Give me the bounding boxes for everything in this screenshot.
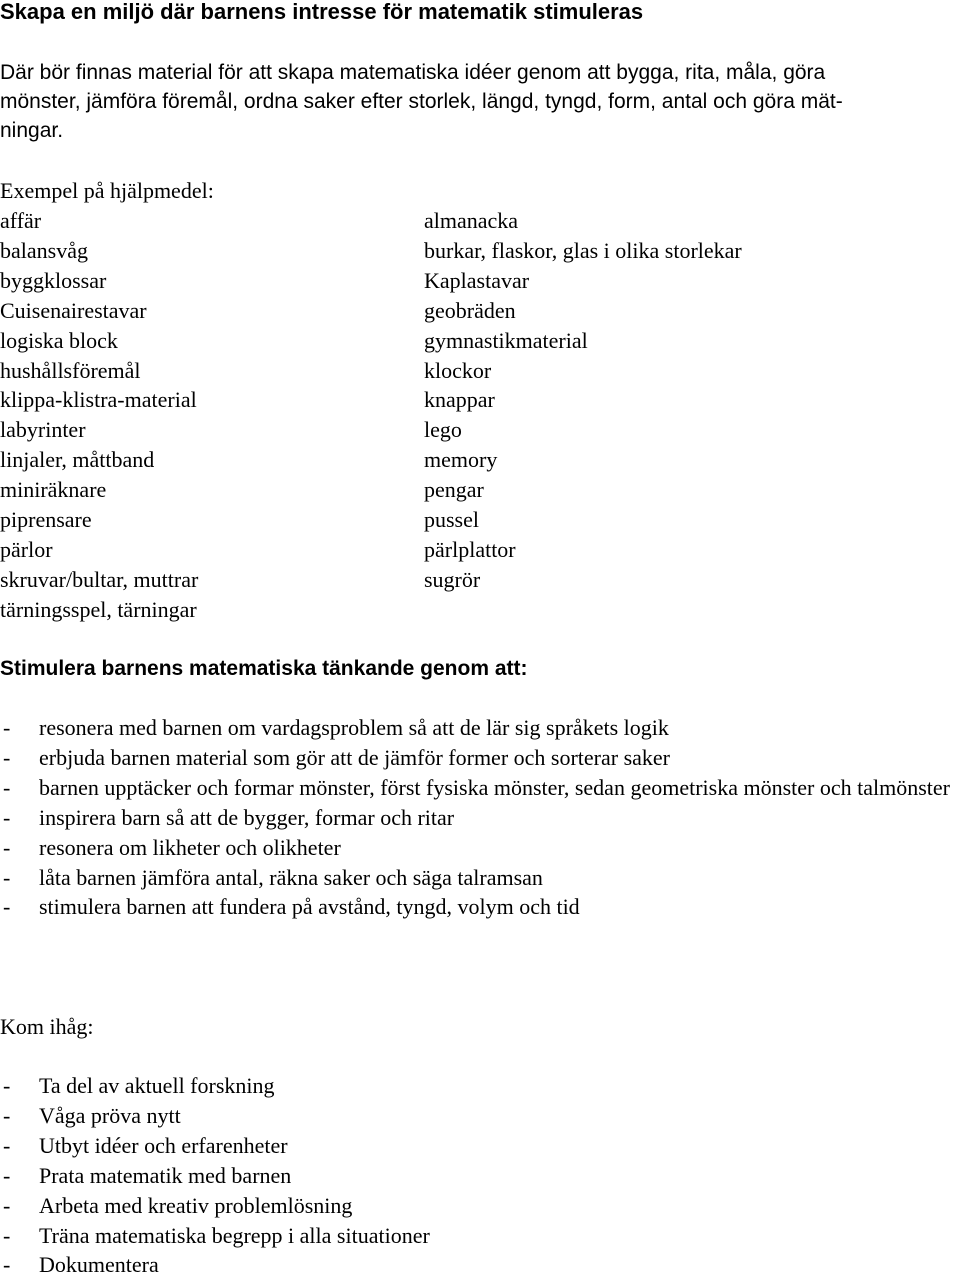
aids-list-left: [0, 206, 198, 625]
stimulate-list: [0, 713, 958, 922]
intro-line: ningar.: [0, 119, 64, 142]
list-item: [0, 743, 958, 773]
list-item: [0, 713, 958, 743]
list-item: [0, 1221, 958, 1251]
dash-marker: -: [3, 1102, 11, 1128]
list-item: miniräknare: [0, 477, 107, 503]
list-item: skruvar/bultar, muttrar: [0, 566, 199, 592]
list-item: geobräden: [424, 297, 516, 323]
list-item: linjaler, måttband: [0, 447, 155, 473]
list-item: hushållsföremål: [0, 357, 141, 383]
list-item: [0, 1101, 958, 1131]
list-item: [0, 1131, 958, 1161]
list-item: pärlor: [0, 536, 53, 562]
dash-marker: -: [3, 834, 11, 860]
list-item-text: Våga pröva nytt: [39, 1102, 181, 1128]
intro-paragraph: [0, 58, 955, 145]
list-item: pengar: [424, 477, 484, 503]
dash-marker: -: [3, 774, 11, 800]
list-item-text: barnen upptäcker och formar mönster, först fysiska mönster, sedan geometriska mönster och talmönster: [39, 774, 950, 800]
list-item-text: erbjuda barnen material som gör att de jämför former och sorterar saker: [39, 744, 671, 770]
list-item-text: låta barnen jämföra antal, räkna saker och säga talramsan: [39, 864, 543, 890]
list-item: affär: [0, 208, 42, 233]
list-item: klippa-klistra-material: [0, 387, 197, 413]
list-item: lego: [424, 417, 462, 443]
dash-marker: -: [3, 1162, 11, 1188]
list-item: labyrinter: [0, 417, 86, 443]
examples-label: Exempel på hjälpmedel:: [0, 178, 214, 203]
dash-marker: -: [3, 744, 11, 770]
list-item: tärningsspel, tärningar: [0, 596, 197, 622]
list-item: [0, 863, 958, 893]
dash-marker: -: [3, 1192, 11, 1218]
list-item: Cuisenairestavar: [0, 297, 147, 323]
dash-marker: -: [3, 1132, 11, 1158]
list-item: pussel: [424, 507, 479, 533]
list-item: [0, 833, 958, 863]
list-item: logiska block: [0, 327, 118, 353]
list-item-text: Dokumentera: [39, 1252, 159, 1278]
main-heading: Skapa en miljö där barnens intresse för matematik stimuleras: [0, 0, 644, 24]
list-item-text: stimulera barnen att fundera på avstånd, tyngd, volym och tid: [39, 894, 580, 920]
list-item-text: Ta del av aktuell forskning: [39, 1073, 275, 1098]
remember-label: Kom ihåg:: [0, 1014, 94, 1039]
aids-list-right: [424, 206, 742, 595]
list-item: [0, 1191, 958, 1221]
list-item-text: Träna matematiska begrepp i alla situationer: [39, 1222, 430, 1248]
list-item: almanacka: [424, 208, 519, 233]
intro-line: mönster, jämföra föremål, ordna saker efter storlek, längd, tyngd, form, antal och göra mät-: [0, 90, 843, 113]
dash-marker: -: [3, 1222, 11, 1248]
list-item: [0, 803, 958, 833]
list-item: [0, 773, 958, 803]
dash-marker: -: [3, 894, 11, 920]
dash-marker: -: [3, 864, 11, 890]
list-item: byggklossar: [0, 267, 107, 293]
stimulate-heading: Stimulera barnens matematiska tänkande genom att:: [0, 657, 528, 680]
dash-marker: -: [3, 1073, 11, 1098]
list-item: piprensare: [0, 507, 92, 533]
list-item: [0, 1161, 958, 1191]
dash-marker: -: [3, 804, 11, 830]
list-item-text: Arbeta med kreativ problemlösning: [39, 1192, 353, 1218]
list-item-text: Prata matematik med barnen: [39, 1162, 292, 1188]
intro-line: Där bör finnas material för att skapa matematiska idéer genom att bygga, rita, måla, göra: [0, 61, 826, 84]
list-item: sugrör: [424, 566, 481, 592]
list-item: klockor: [424, 357, 492, 383]
list-item: pärlplattor: [424, 536, 516, 562]
list-item: knappar: [424, 387, 495, 413]
list-item: gymnastikmaterial: [424, 327, 588, 353]
list-item-text: resonera om likheter och olikheter: [39, 834, 341, 860]
list-item: Kaplastavar: [424, 267, 530, 293]
list-item: [0, 1071, 958, 1101]
list-item: memory: [424, 447, 498, 473]
list-item-text: inspirera barn så att de bygger, formar och ritar: [39, 804, 455, 830]
remember-list: [0, 1071, 958, 1280]
list-item: balansvåg: [0, 237, 88, 263]
dash-marker: -: [3, 1252, 11, 1278]
list-item-text: Utbyt idéer och erfarenheter: [39, 1132, 288, 1158]
list-item: burkar, flaskor, glas i olika storlekar: [424, 237, 742, 263]
list-item-text: resonera med barnen om vardagsproblem så att de lär sig språkets logik: [39, 715, 669, 740]
list-item: [0, 892, 958, 922]
dash-marker: -: [3, 715, 11, 740]
